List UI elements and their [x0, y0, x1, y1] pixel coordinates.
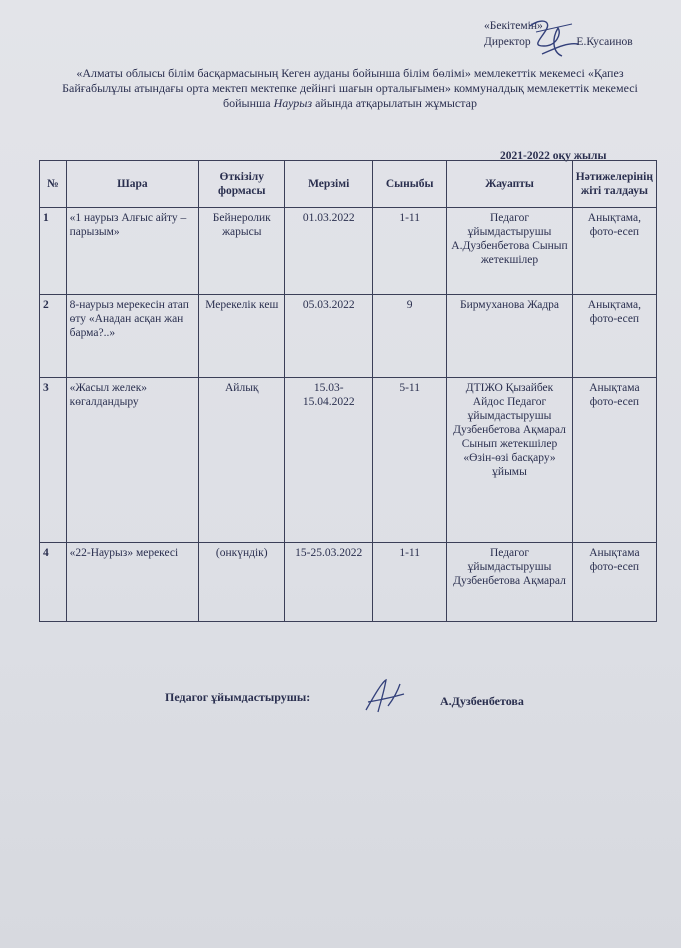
row-result: Анықтама фото-есеп [572, 543, 656, 622]
row-number: 1 [40, 208, 67, 295]
academic-year: 2021-2022 оқу жылы [500, 150, 607, 162]
footer-role: Педагог ұйымдастырушы: [165, 690, 311, 704]
table-row [40, 295, 657, 378]
row-number: 3 [40, 378, 67, 543]
table-row [40, 378, 657, 543]
table-header-row [40, 161, 657, 208]
row-event: «22-Наурыз» мерекесі [66, 543, 199, 622]
row-grade: 1-11 [373, 543, 447, 622]
row-event: «1 наурыз Алғыс айту – парызым» [66, 208, 199, 295]
row-form: Бейнеролик жарысы [199, 208, 285, 295]
col-grade: Сыныбы [373, 161, 447, 208]
row-responsible: Бирмуханова Жадра [447, 295, 573, 378]
row-result: Анықтама, фото-есеп [572, 208, 656, 295]
row-form: Айлық [199, 378, 285, 543]
heading-main: «Алматы облысы білім басқармасының Кеген ауданы бойынша білім бөлімі» мемлекеттік мекемесі «Қапез Байғабылұлы атындағы орта мектеп мектепке дейінгі шағын орталығымен» коммуналдық мемлекеттік мекемесі бойынша [62, 66, 638, 110]
row-form: (онкүндік) [199, 543, 285, 622]
row-grade: 5-11 [373, 378, 447, 543]
organizer-signature-icon [360, 676, 410, 716]
col-number: № [40, 161, 67, 208]
row-result: Анықтама фото-есеп [572, 378, 656, 543]
footer-name: А.Дузбенбетова [440, 694, 524, 708]
director-label: Директор [484, 36, 531, 48]
col-date: Мерзімі [285, 161, 373, 208]
row-grade: 9 [373, 295, 447, 378]
row-event: «Жасыл желек» көгалдандыру [66, 378, 199, 543]
row-date: 01.03.2022 [285, 208, 373, 295]
director-name: Е.Кусаинов [576, 36, 633, 48]
director-signature-icon [522, 16, 582, 62]
heading-month: Наурыз [273, 96, 313, 110]
row-result: Анықтама, фото-есеп [572, 295, 656, 378]
row-responsible: Педагог ұйымдастырушы Дузбенбетова Ақмарал [447, 543, 573, 622]
row-grade: 1-11 [373, 208, 447, 295]
approval-label: «Бекітемін» [484, 20, 543, 32]
row-event: 8-наурыз мерекесін атап өту «Анадан асқан жан барма?..» [66, 295, 199, 378]
plan-table [39, 160, 657, 622]
row-date: 15.03-15.04.2022 [285, 378, 373, 543]
row-number: 2 [40, 295, 67, 378]
heading-end: айында атқарылатын жұмыстар [315, 96, 477, 110]
col-event: Шара [66, 161, 199, 208]
row-form: Мерекелік кеш [199, 295, 285, 378]
col-result: Нәтижелерінің жіті талдауы [572, 161, 656, 208]
col-responsible: Жауапты [447, 161, 573, 208]
table-row [40, 543, 657, 622]
document-heading [60, 66, 640, 111]
row-date: 05.03.2022 [285, 295, 373, 378]
row-number: 4 [40, 543, 67, 622]
row-responsible: ДТІЖО Қызайбек Айдос Педагог ұйымдастырушы Дузбенбетова Ақмарал Сынып жетекшілер «Өзін-өзі басқару» ұйымы [447, 378, 573, 543]
col-form: Өткізілу формасы [199, 161, 285, 208]
row-date: 15-25.03.2022 [285, 543, 373, 622]
row-responsible: Педагог ұйымдастырушы А.Дузбенбетова Сынып жетекшілер [447, 208, 573, 295]
table-row [40, 208, 657, 295]
